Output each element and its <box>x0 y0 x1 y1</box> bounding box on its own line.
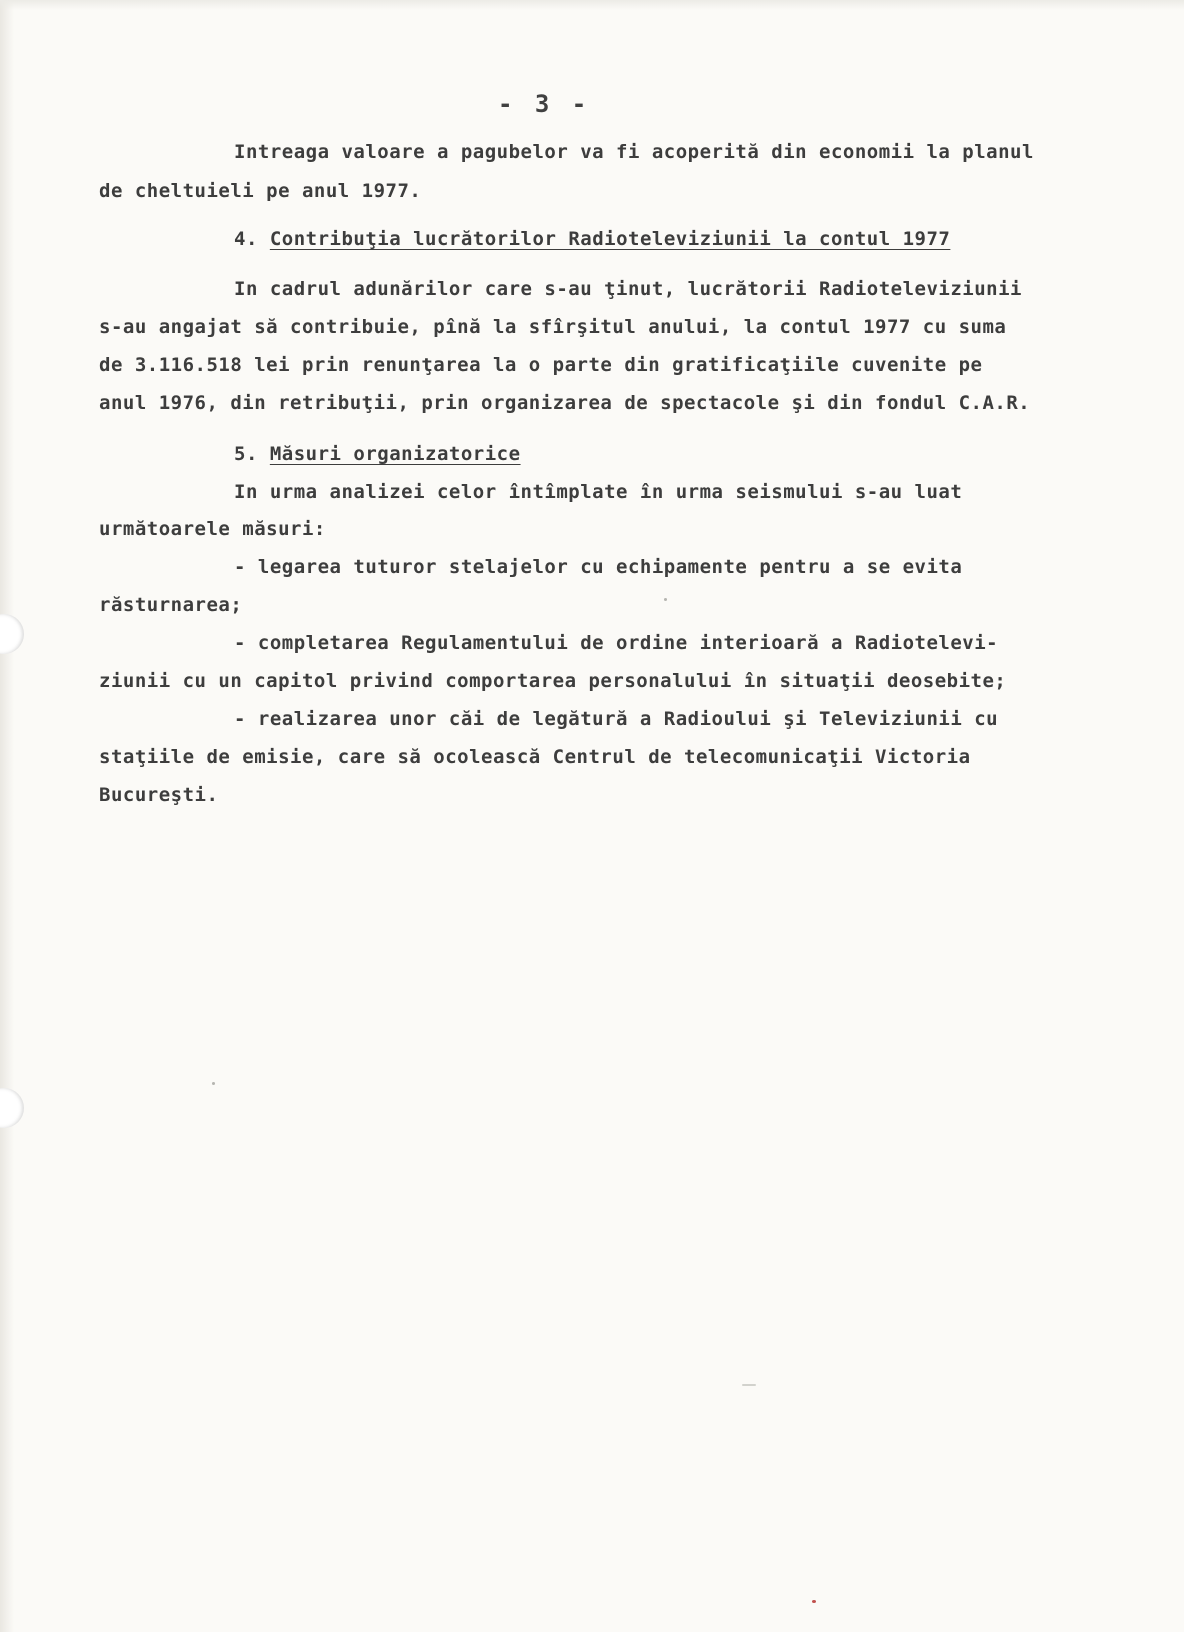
paper-speck <box>664 598 667 601</box>
page-edge-shadow <box>0 0 14 1632</box>
paragraph-line: anul 1976, din retribuţii, prin organizarea de spectacole şi din fondul C.A.R. <box>99 392 1031 414</box>
list-item-line: răsturnarea; <box>99 594 243 616</box>
paragraph-line: In urma analizei celor întîmplate în urma seismului s-au luat <box>234 481 963 503</box>
page-top-shadow <box>0 0 1184 10</box>
section-heading-4 <box>234 230 950 249</box>
list-item-line: - realizarea unor căi de legătură a Radioului şi Televiziunii cu <box>234 708 999 730</box>
list-item-line: ziunii cu un capitol privind comportarea personalului în situaţii deosebite; <box>99 670 1007 692</box>
list-item-line: - legarea tuturor stelajelor cu echipamente pentru a se evita <box>234 556 963 578</box>
paper-speck <box>812 1600 816 1603</box>
section-number: 5. <box>234 443 258 465</box>
paragraph-line: de cheltuieli pe anul 1977. <box>99 180 422 202</box>
paragraph-line: următoarele măsuri: <box>99 518 326 540</box>
list-item-line: Bucureşti. <box>99 784 219 806</box>
page-number: - 3 - <box>498 90 591 118</box>
punch-hole-upper <box>0 614 24 654</box>
paragraph-line: Intreaga valoare a pagubelor va fi acoperită din economii la planul <box>234 141 1034 163</box>
section-title: Măsuri organizatorice <box>269 443 521 465</box>
paper-speck <box>742 1384 756 1386</box>
section-number: 4. <box>234 228 258 250</box>
list-item-line: staţiile de emisie, care să ocolească Centrul de telecomunicaţii Victoria <box>99 746 971 768</box>
paragraph-line: de 3.116.518 lei prin renunţarea la o parte din gratificaţiile cuvenite pe <box>99 354 983 376</box>
section-title: Contribuţia lucrătorilor Radioteleviziunii la contul 1977 <box>269 228 951 250</box>
section-heading-5 <box>234 445 521 464</box>
list-item-line: - completarea Regulamentului de ordine interioară a Radiotelevi- <box>234 632 999 654</box>
punch-hole-lower <box>0 1088 24 1128</box>
paper-speck <box>212 1082 215 1085</box>
paragraph-line: In cadrul adunărilor care s-au ţinut, lucrătorii Radioteleviziunii <box>234 278 1022 300</box>
paragraph-line: s-au angajat să contribuie, pînă la sfîrşitul anului, la contul 1977 cu suma <box>99 316 1007 338</box>
